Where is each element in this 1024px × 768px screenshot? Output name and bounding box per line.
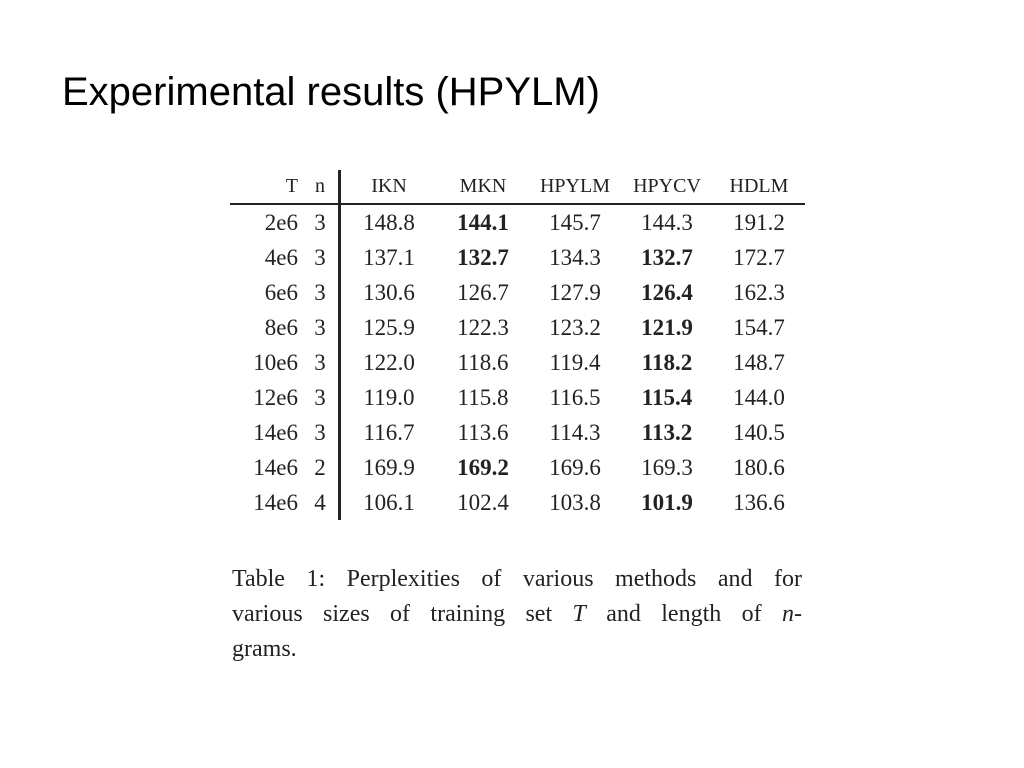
cell-perplexity: 144.0	[733, 384, 785, 410]
caption-math-n: n	[782, 601, 794, 627]
cell-perplexity: 122.3	[457, 314, 509, 340]
table-row	[230, 415, 805, 450]
table-row	[230, 275, 805, 310]
cell-perplexity: 119.4	[549, 349, 601, 375]
cell-ngram-length: 3	[302, 240, 340, 275]
caption-text: various sizes of training set	[232, 601, 573, 627]
cell-ngram-length: 4	[302, 485, 340, 520]
table-body	[230, 204, 805, 520]
cell-ngram-length: 3	[302, 310, 340, 345]
cell-perplexity: 137.1	[363, 244, 415, 270]
header-cell: T	[230, 170, 302, 204]
cell-perplexity: 103.8	[549, 489, 601, 515]
cell-perplexity: 136.6	[733, 489, 785, 515]
cell-training-size: 6e6	[264, 279, 298, 305]
cell-perplexity: 180.6	[733, 454, 785, 480]
cell-perplexity: 191.2	[733, 209, 785, 235]
cell-perplexity: 127.9	[549, 279, 601, 305]
cell-perplexity: 118.2	[641, 349, 693, 375]
cell-perplexity: 140.5	[733, 419, 785, 445]
header-cell: IKN	[340, 170, 438, 204]
cell-perplexity: 169.9	[363, 454, 415, 480]
cell-perplexity: 130.6	[363, 279, 415, 305]
cell-perplexity: 169.6	[549, 454, 601, 480]
table-row	[230, 450, 805, 485]
cell-training-size: 8e6	[264, 314, 298, 340]
cell-training-size: 14e6	[253, 489, 298, 515]
cell-perplexity: 113.2	[641, 419, 693, 445]
cell-perplexity: 114.3	[549, 419, 601, 445]
caption-line: Table 1: Perplexities of various methods and for	[232, 566, 802, 592]
table-caption	[232, 562, 802, 667]
cell-perplexity: 169.3	[641, 454, 693, 480]
cell-ngram-length: 3	[302, 275, 340, 310]
cell-perplexity: 116.7	[363, 419, 415, 445]
cell-perplexity: 115.4	[641, 384, 693, 410]
cell-ngram-length: 3	[302, 345, 340, 380]
cell-perplexity: 144.3	[641, 209, 693, 235]
caption-math-T: T	[572, 601, 586, 627]
cell-perplexity: 122.0	[363, 349, 415, 375]
cell-perplexity: 148.7	[733, 349, 785, 375]
cell-perplexity: 126.4	[641, 279, 693, 305]
cell-perplexity: 115.8	[457, 384, 509, 410]
cell-training-size: 4e6	[264, 244, 298, 270]
cell-training-size: 10e6	[253, 349, 298, 375]
table-header-row	[230, 170, 805, 204]
cell-training-size: 12e6	[253, 384, 298, 410]
table-row	[230, 310, 805, 345]
results-table-container	[230, 170, 805, 520]
cell-ngram-length: 3	[302, 415, 340, 450]
cell-perplexity: 169.2	[457, 454, 509, 480]
cell-perplexity: 113.6	[457, 419, 509, 445]
header-cell: HPYCV	[621, 170, 713, 204]
table-row	[230, 345, 805, 380]
perplexity-table	[230, 170, 805, 520]
header-cell: MKN	[437, 170, 529, 204]
cell-perplexity: 118.6	[457, 349, 509, 375]
cell-perplexity: 121.9	[641, 314, 693, 340]
table-row	[230, 380, 805, 415]
cell-perplexity: 144.1	[457, 209, 509, 235]
caption-text: and length of	[585, 601, 782, 627]
table-row	[230, 485, 805, 520]
cell-perplexity: 125.9	[363, 314, 415, 340]
cell-perplexity: 116.5	[549, 384, 601, 410]
cell-perplexity: 132.7	[457, 244, 509, 270]
caption-text: -	[794, 601, 802, 627]
cell-ngram-length: 2	[302, 450, 340, 485]
table-row	[230, 204, 805, 240]
cell-perplexity: 148.8	[363, 209, 415, 235]
header-cell: HDLM	[713, 170, 805, 204]
slide-title: Experimental results (HPYLM)	[62, 70, 600, 114]
caption-line	[232, 597, 802, 632]
cell-perplexity: 132.7	[641, 244, 693, 270]
header-cell: n	[302, 170, 340, 204]
cell-training-size: 14e6	[253, 419, 298, 445]
cell-perplexity: 145.7	[549, 209, 601, 235]
cell-perplexity: 162.3	[733, 279, 785, 305]
cell-training-size: 14e6	[253, 454, 298, 480]
cell-perplexity: 123.2	[549, 314, 601, 340]
cell-perplexity: 126.7	[457, 279, 509, 305]
caption-line: grams.	[232, 636, 297, 662]
cell-perplexity: 119.0	[363, 384, 415, 410]
cell-training-size: 2e6	[264, 209, 298, 235]
cell-ngram-length: 3	[302, 204, 340, 240]
cell-perplexity: 102.4	[457, 489, 509, 515]
cell-perplexity: 106.1	[363, 489, 415, 515]
cell-perplexity: 154.7	[733, 314, 785, 340]
table-row	[230, 240, 805, 275]
header-cell: HPYLM	[529, 170, 621, 204]
cell-perplexity: 172.7	[733, 244, 785, 270]
cell-ngram-length: 3	[302, 380, 340, 415]
cell-perplexity: 101.9	[641, 489, 693, 515]
cell-perplexity: 134.3	[549, 244, 601, 270]
